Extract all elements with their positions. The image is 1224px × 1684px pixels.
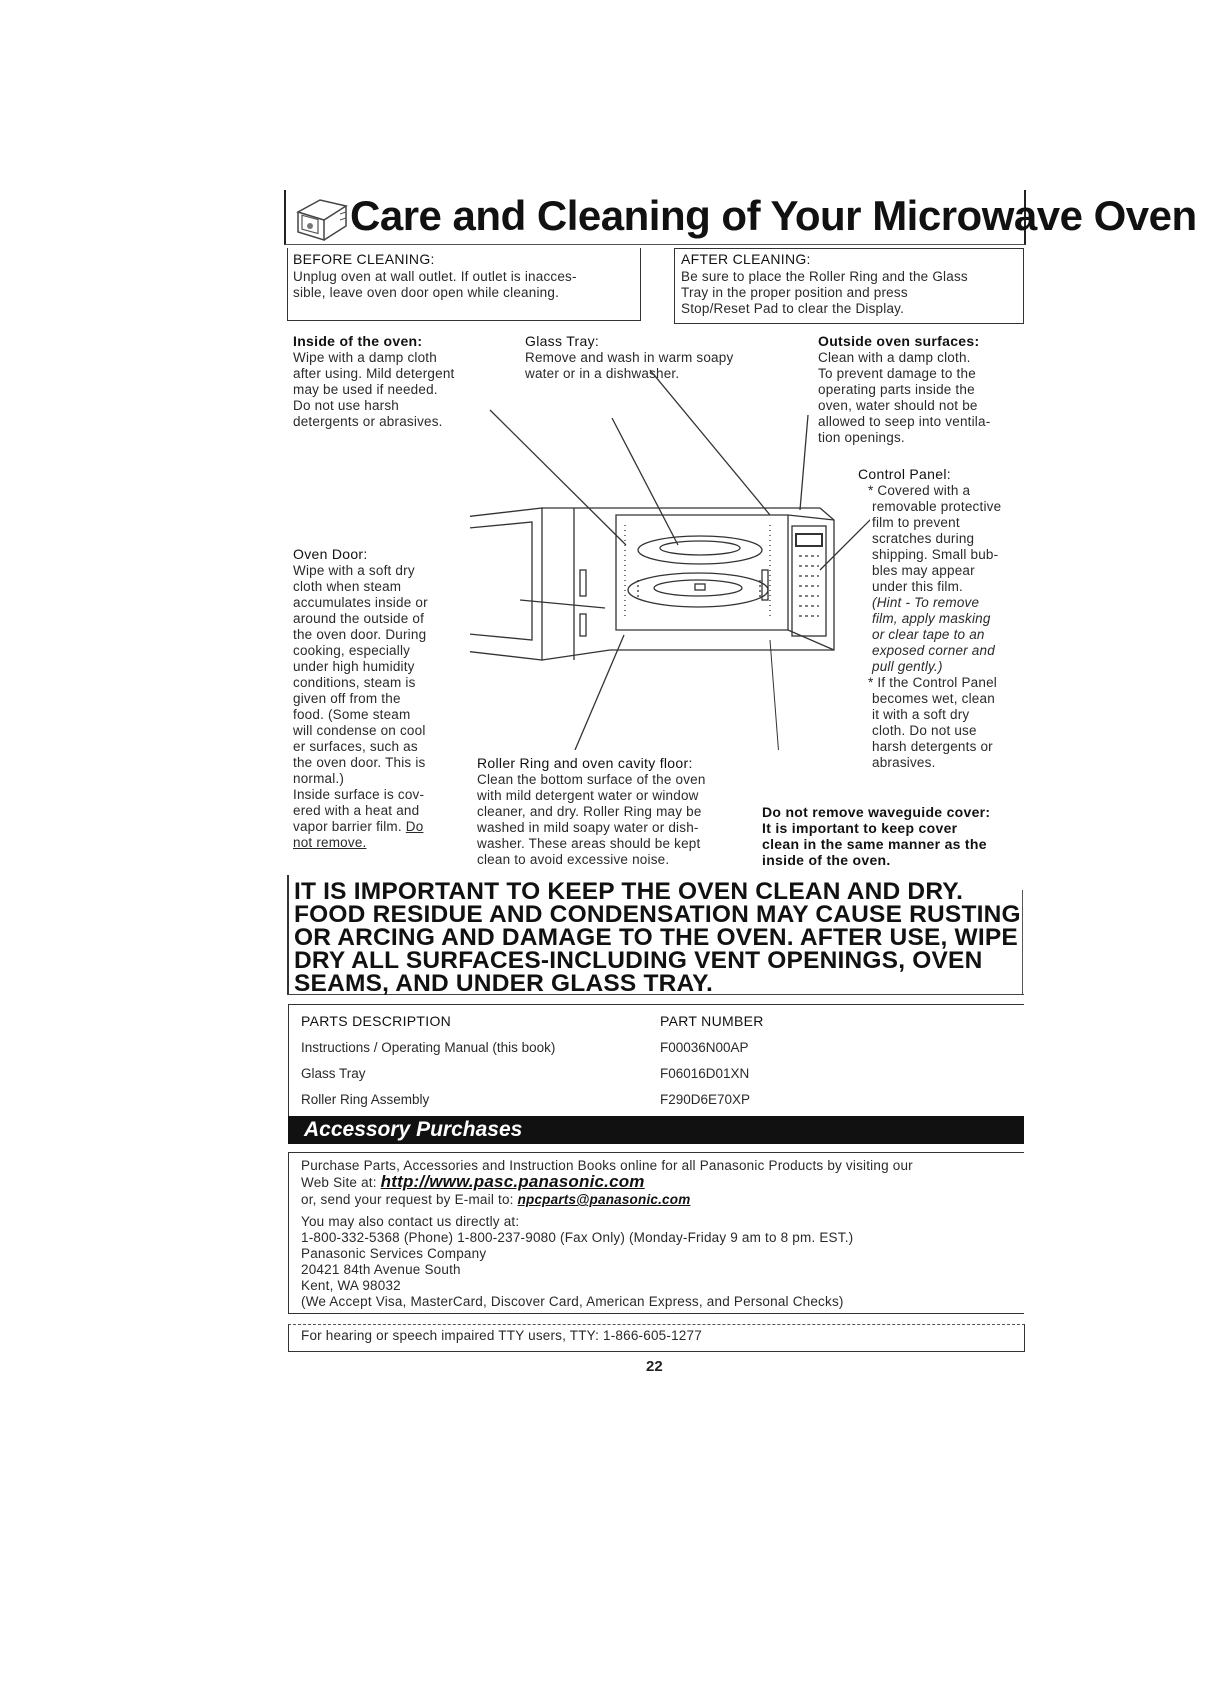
roller-ring-line-2: with mild detergent water or window bbox=[477, 788, 699, 803]
control-panel-heading: Control Panel: bbox=[858, 466, 951, 482]
oven-door-line-12: er surfaces, such as bbox=[293, 739, 418, 754]
control-panel-hint-4: exposed corner and bbox=[872, 643, 995, 658]
control-panel-line-2: removable protective bbox=[872, 499, 1002, 514]
outside-surfaces-line-4: oven, water should not be bbox=[818, 398, 978, 413]
outside-surfaces-line-1: Clean with a damp cloth. bbox=[818, 350, 971, 365]
oven-door-line-14: normal.) bbox=[293, 771, 345, 786]
website-link[interactable]: http://www.pasc.panasonic.com bbox=[380, 1172, 645, 1191]
waveguide-line-1: Do not remove waveguide cover: bbox=[762, 804, 991, 820]
inside-oven-line-3: may be used if needed. bbox=[293, 382, 438, 397]
oven-door-line-13: the oven door. This is bbox=[293, 755, 426, 770]
oven-door-line-16: ered with a heat and bbox=[293, 803, 420, 818]
waveguide-line-4: inside of the oven. bbox=[762, 852, 891, 868]
inside-oven-line-1: Wipe with a damp cloth bbox=[293, 350, 437, 365]
roller-ring-line-6: clean to avoid excessive noise. bbox=[477, 852, 670, 867]
accessory-purchases-bar: Accessory Purchases bbox=[288, 1116, 1024, 1144]
accessory-line-1: Purchase Parts, Accessories and Instruction Books online for all Panasonic Products by visiting our bbox=[301, 1158, 913, 1173]
oven-door-line-17 bbox=[293, 819, 423, 835]
microwave-oven-icon bbox=[290, 192, 350, 242]
control-panel-line-1: * Covered with a bbox=[868, 483, 971, 498]
important-line-2: FOOD RESIDUE AND CONDENSATION MAY CAUSE RUSTING bbox=[294, 901, 1021, 928]
contact-line-5: Kent, WA 98032 bbox=[301, 1278, 401, 1293]
page-number: 22 bbox=[646, 1358, 663, 1375]
oven-door-vapor-text: vapor barrier film. bbox=[293, 819, 406, 834]
parts-row-1-num: F00036N00AP bbox=[660, 1040, 749, 1055]
after-cleaning-line-1: Be sure to place the Roller Ring and the Glass bbox=[681, 269, 968, 284]
after-cleaning-line-3: Stop/Reset Pad to clear the Display. bbox=[681, 301, 905, 316]
roller-ring-line-4: washed in mild soapy water or dish- bbox=[477, 820, 699, 835]
contact-line-2: 1-800-332-5368 (Phone) 1-800-237-9080 (Fax Only) (Monday-Friday 9 am to 8 pm. EST.) bbox=[301, 1230, 854, 1245]
parts-row-1-desc: Instructions / Operating Manual (this book) bbox=[301, 1040, 556, 1055]
oven-door-line-11: will condense on cool bbox=[293, 723, 426, 738]
after-cleaning-line-2: Tray in the proper position and press bbox=[681, 285, 908, 300]
glass-tray-line-2: water or in a dishwasher. bbox=[525, 366, 680, 381]
open-microwave-illustration bbox=[470, 330, 870, 750]
important-line-1: IT IS IMPORTANT TO KEEP THE OVEN CLEAN AND DRY. bbox=[294, 878, 964, 905]
oven-door-line-8: conditions, steam is bbox=[293, 675, 416, 690]
accessory-web-label: Web Site at: bbox=[301, 1175, 381, 1190]
parts-col-number: PART NUMBER bbox=[660, 1013, 764, 1029]
contact-line-3: Panasonic Services Company bbox=[301, 1246, 487, 1261]
important-line-4: DRY ALL SURFACES-INCLUDING VENT OPENINGS, OVEN bbox=[294, 947, 983, 974]
oven-door-line-7: under high humidity bbox=[293, 659, 415, 674]
control-panel-line-10: it with a soft dry bbox=[872, 707, 970, 722]
roller-ring-heading: Roller Ring and oven cavity floor: bbox=[477, 755, 693, 771]
control-panel-hint-3: or clear tape to an bbox=[872, 627, 985, 642]
accessory-line-2 bbox=[301, 1174, 645, 1191]
control-panel-hint-5: pull gently.) bbox=[872, 659, 943, 674]
email-link[interactable]: npcparts@panasonic.com bbox=[517, 1192, 691, 1207]
oven-door-line-6: cooking, especially bbox=[293, 643, 411, 658]
tty-text: For hearing or speech impaired TTY users, TTY: 1-866-605-1277 bbox=[301, 1328, 702, 1343]
before-cleaning-heading: BEFORE CLEANING: bbox=[293, 251, 435, 267]
oven-door-line-15: Inside surface is cov- bbox=[293, 787, 425, 802]
control-panel-line-5: shipping. Small bub- bbox=[872, 547, 999, 562]
important-right-rule bbox=[1022, 890, 1023, 994]
control-panel-line-9: becomes wet, clean bbox=[872, 691, 995, 706]
control-panel-line-6: bles may appear bbox=[872, 563, 975, 578]
control-panel-line-7: under this film. bbox=[872, 579, 963, 594]
inside-oven-line-4: Do not use harsh bbox=[293, 398, 400, 413]
control-panel-line-13: abrasives. bbox=[872, 755, 936, 770]
contact-line-1: You may also contact us directly at: bbox=[301, 1214, 520, 1229]
outside-surfaces-line-2: To prevent damage to the bbox=[818, 366, 976, 381]
inside-oven-heading: Inside of the oven: bbox=[293, 333, 423, 349]
roller-ring-line-1: Clean the bottom surface of the oven bbox=[477, 772, 706, 787]
outside-surfaces-line-6: tion openings. bbox=[818, 430, 905, 445]
parts-row-3-desc: Roller Ring Assembly bbox=[301, 1092, 430, 1107]
outside-surfaces-line-5: allowed to seep into ventila- bbox=[818, 414, 991, 429]
control-panel-line-8: * If the Control Panel bbox=[868, 675, 997, 690]
oven-door-line-5: the oven door. During bbox=[293, 627, 427, 642]
before-cleaning-line-1: Unplug oven at wall outlet. If outlet is inacces- bbox=[293, 269, 577, 284]
after-cleaning-heading: AFTER CLEANING: bbox=[681, 251, 811, 267]
parts-row-2-desc: Glass Tray bbox=[301, 1066, 366, 1081]
oven-door-do-text: Do bbox=[405, 819, 424, 834]
oven-door-line-4: around the outside of bbox=[293, 611, 425, 626]
outside-surfaces-heading: Outside oven surfaces: bbox=[818, 333, 980, 349]
parts-row-3-num: F290D6E70XP bbox=[660, 1092, 751, 1107]
parts-col-description: PARTS DESCRIPTION bbox=[301, 1013, 452, 1029]
waveguide-line-3: clean in the same manner as the bbox=[762, 836, 987, 852]
control-panel-hint-1: (Hint - To remove bbox=[872, 595, 980, 610]
glass-tray-line-1: Remove and wash in warm soapy bbox=[525, 350, 734, 365]
accessory-line-3 bbox=[301, 1192, 690, 1208]
page-title: Care and Cleaning of Your Microwave Oven bbox=[350, 192, 1197, 239]
oven-door-not-remove: not remove. bbox=[293, 835, 367, 850]
waveguide-line-2: It is important to keep cover bbox=[762, 820, 958, 836]
oven-door-heading: Oven Door: bbox=[293, 546, 368, 562]
parts-row-2-num: F06016D01XN bbox=[660, 1066, 750, 1081]
roller-ring-line-3: cleaner, and dry. Roller Ring may be bbox=[477, 804, 702, 819]
inside-oven-line-2: after using. Mild detergent bbox=[293, 366, 455, 381]
control-panel-line-12: harsh detergents or bbox=[872, 739, 993, 754]
glass-tray-heading: Glass Tray: bbox=[525, 333, 600, 349]
oven-door-line-1: Wipe with a soft dry bbox=[293, 563, 415, 578]
oven-door-line-9: given off from the bbox=[293, 691, 401, 706]
oven-door-line-10: food. (Some steam bbox=[293, 707, 411, 722]
important-line-3: OR ARCING AND DAMAGE TO THE OVEN. AFTER USE, WIPE bbox=[294, 924, 1018, 951]
important-left-rule bbox=[287, 875, 289, 995]
important-line-5: SEAMS, AND UNDER GLASS TRAY. bbox=[294, 970, 713, 997]
roller-ring-line-5: washer. These areas should be kept bbox=[477, 836, 701, 851]
control-panel-line-4: scratches during bbox=[872, 531, 975, 546]
accessory-email-label: or, send your request by E-mail to: bbox=[301, 1192, 518, 1207]
oven-door-line-3: accumulates inside or bbox=[293, 595, 428, 610]
control-panel-hint-2: film, apply masking bbox=[872, 611, 991, 626]
contact-line-4: 20421 84th Avenue South bbox=[301, 1262, 461, 1277]
before-cleaning-line-2: sible, leave oven door open while cleaning. bbox=[293, 285, 560, 300]
control-panel-line-11: cloth. Do not use bbox=[872, 723, 977, 738]
control-panel-line-3: film to prevent bbox=[872, 515, 960, 530]
oven-door-line-2: cloth when steam bbox=[293, 579, 402, 594]
inside-oven-line-5: detergents or abrasives. bbox=[293, 414, 443, 429]
contact-line-6: (We Accept Visa, MasterCard, Discover Card, American Express, and Personal Checks) bbox=[301, 1294, 844, 1309]
outside-surfaces-line-3: operating parts inside the bbox=[818, 382, 975, 397]
